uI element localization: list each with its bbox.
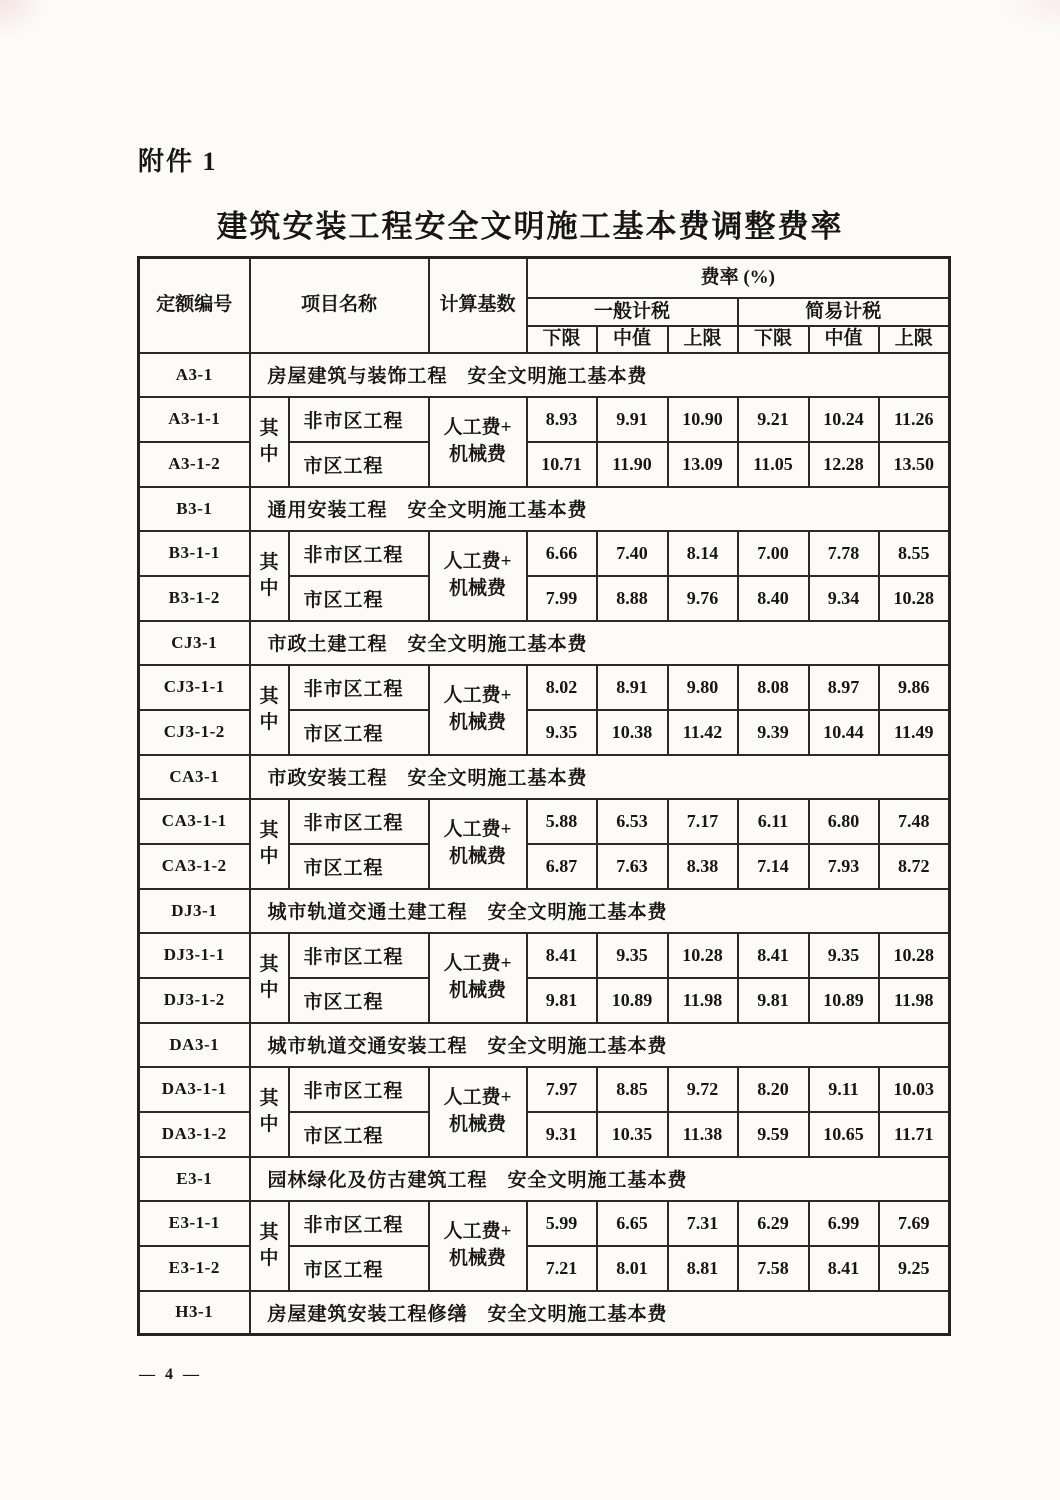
rate-value: 7.58 — [738, 1246, 809, 1291]
rate-value: 7.97 — [527, 1067, 597, 1112]
rate-value: 6.99 — [809, 1201, 879, 1246]
rate-value: 10.28 — [879, 933, 950, 978]
rate-value: 10.38 — [597, 710, 668, 755]
section-code: A3-1 — [139, 353, 250, 397]
rate-value: 9.35 — [809, 933, 879, 978]
table-row — [139, 933, 950, 978]
section-title: 通用安装工程 安全文明施工基本费 — [250, 487, 950, 531]
rate-value: 8.14 — [668, 531, 738, 576]
rate-value: 7.00 — [738, 531, 809, 576]
row-code: CA3-1-2 — [139, 844, 250, 889]
rate-value: 6.80 — [809, 799, 879, 844]
rate-value: 8.41 — [809, 1246, 879, 1291]
row-code: CJ3-1-1 — [139, 665, 250, 710]
section-title: 市政安装工程 安全文明施工基本费 — [250, 755, 950, 799]
rate-value: 8.41 — [527, 933, 597, 978]
section-code: B3-1 — [139, 487, 250, 531]
rate-value: 10.71 — [527, 442, 597, 487]
rate-value: 9.86 — [879, 665, 950, 710]
project-scope-cell: 非市区工程 — [289, 531, 429, 576]
rate-value: 8.01 — [597, 1246, 668, 1291]
header-lower-limit: 下限 — [527, 326, 597, 353]
rate-value: 10.65 — [809, 1112, 879, 1157]
among-which-cell: 其 中 — [250, 665, 289, 755]
calc-base-cell: 人工费+ 机械费 — [429, 397, 527, 487]
rate-value: 9.72 — [668, 1067, 738, 1112]
rate-value: 7.63 — [597, 844, 668, 889]
rate-value: 6.29 — [738, 1201, 809, 1246]
among-which-cell: 其 中 — [250, 933, 289, 1023]
rate-value: 9.59 — [738, 1112, 809, 1157]
section-title: 城市轨道交通土建工程 安全文明施工基本费 — [250, 889, 950, 933]
row-code: DJ3-1-2 — [139, 978, 250, 1023]
rate-value: 10.89 — [597, 978, 668, 1023]
rate-value: 6.65 — [597, 1201, 668, 1246]
row-code: CJ3-1-2 — [139, 710, 250, 755]
rate-value: 8.97 — [809, 665, 879, 710]
rate-value: 8.08 — [738, 665, 809, 710]
rate-value: 6.66 — [527, 531, 597, 576]
header-rate-percent: 费率 (%) — [527, 258, 950, 298]
rate-value: 9.80 — [668, 665, 738, 710]
project-scope-cell: 市区工程 — [289, 576, 429, 621]
table-row — [139, 799, 950, 844]
header-mid-value: 中值 — [597, 326, 668, 353]
section-code: H3-1 — [139, 1291, 250, 1335]
project-scope-cell: 非市区工程 — [289, 1201, 429, 1246]
rate-value: 8.81 — [668, 1246, 738, 1291]
rate-value: 11.49 — [879, 710, 950, 755]
project-scope-cell: 非市区工程 — [289, 665, 429, 710]
scan-artifact — [0, 0, 50, 40]
among-which-cell: 其 中 — [250, 1067, 289, 1157]
row-code: DA3-1-2 — [139, 1112, 250, 1157]
rate-value: 7.78 — [809, 531, 879, 576]
rate-value: 7.14 — [738, 844, 809, 889]
rate-value: 10.44 — [809, 710, 879, 755]
rate-value: 9.25 — [879, 1246, 950, 1291]
rate-value: 8.93 — [527, 397, 597, 442]
table-row — [139, 531, 950, 576]
rate-value: 11.71 — [879, 1112, 950, 1157]
rate-value: 9.35 — [527, 710, 597, 755]
project-scope-cell: 非市区工程 — [289, 397, 429, 442]
project-scope-cell: 非市区工程 — [289, 799, 429, 844]
rate-value: 10.90 — [668, 397, 738, 442]
calc-base-cell: 人工费+ 机械费 — [429, 799, 527, 889]
rate-value: 9.76 — [668, 576, 738, 621]
header-upper-limit: 上限 — [668, 326, 738, 353]
rate-value: 8.40 — [738, 576, 809, 621]
among-which-cell: 其 中 — [250, 531, 289, 621]
rate-value: 11.26 — [879, 397, 950, 442]
table-row — [139, 665, 950, 710]
row-code: DA3-1-1 — [139, 1067, 250, 1112]
project-scope-cell: 市区工程 — [289, 1246, 429, 1291]
row-code: A3-1-2 — [139, 442, 250, 487]
rate-value: 11.38 — [668, 1112, 738, 1157]
section-row — [139, 755, 950, 799]
rate-value: 11.05 — [738, 442, 809, 487]
section-row — [139, 1023, 950, 1067]
rate-value: 13.09 — [668, 442, 738, 487]
section-row — [139, 889, 950, 933]
row-code: A3-1-1 — [139, 397, 250, 442]
header-lower-limit: 下限 — [738, 326, 809, 353]
project-scope-cell: 非市区工程 — [289, 1067, 429, 1112]
rate-value: 7.40 — [597, 531, 668, 576]
row-code: B3-1-2 — [139, 576, 250, 621]
project-scope-cell: 非市区工程 — [289, 933, 429, 978]
rate-value: 9.34 — [809, 576, 879, 621]
section-row — [139, 621, 950, 665]
rate-value: 9.81 — [738, 978, 809, 1023]
table-row — [139, 397, 950, 442]
project-scope-cell: 市区工程 — [289, 442, 429, 487]
rate-value: 6.87 — [527, 844, 597, 889]
header-general-tax: 一般计税 — [527, 298, 738, 326]
page-number: — 4 — — [139, 1366, 202, 1383]
rate-value: 10.24 — [809, 397, 879, 442]
section-title: 市政土建工程 安全文明施工基本费 — [250, 621, 950, 665]
section-title: 房屋建筑与装饰工程 安全文明施工基本费 — [250, 353, 950, 397]
section-code: CA3-1 — [139, 755, 250, 799]
project-scope-cell: 市区工程 — [289, 1112, 429, 1157]
rate-value: 11.90 — [597, 442, 668, 487]
rate-value: 11.98 — [879, 978, 950, 1023]
rate-value: 11.98 — [668, 978, 738, 1023]
calc-base-cell: 人工费+ 机械费 — [429, 531, 527, 621]
rate-value: 8.85 — [597, 1067, 668, 1112]
section-title: 房屋建筑安装工程修缮 安全文明施工基本费 — [250, 1291, 950, 1335]
rate-value: 10.89 — [809, 978, 879, 1023]
header-project-name: 项目名称 — [250, 258, 429, 353]
row-code: DJ3-1-1 — [139, 933, 250, 978]
fee-rate-table — [137, 256, 951, 1336]
rate-value: 9.39 — [738, 710, 809, 755]
header-code: 定额编号 — [139, 258, 250, 353]
rate-value: 13.50 — [879, 442, 950, 487]
section-title: 园林绿化及仿古建筑工程 安全文明施工基本费 — [250, 1157, 950, 1201]
calc-base-cell: 人工费+ 机械费 — [429, 665, 527, 755]
rate-value: 12.28 — [809, 442, 879, 487]
section-row — [139, 353, 950, 397]
among-which-cell: 其 中 — [250, 799, 289, 889]
calc-base-cell: 人工费+ 机械费 — [429, 933, 527, 1023]
row-code: B3-1-1 — [139, 531, 250, 576]
section-code: DA3-1 — [139, 1023, 250, 1067]
rate-value: 5.99 — [527, 1201, 597, 1246]
header-mid-value: 中值 — [809, 326, 879, 353]
section-row — [139, 1157, 950, 1201]
rate-value: 8.88 — [597, 576, 668, 621]
rate-value: 7.17 — [668, 799, 738, 844]
header-calc-base: 计算基数 — [429, 258, 527, 353]
table-row — [139, 1067, 950, 1112]
rate-value: 9.91 — [597, 397, 668, 442]
rate-value: 10.35 — [597, 1112, 668, 1157]
rate-value: 6.53 — [597, 799, 668, 844]
attachment-label: 附件 1 — [138, 147, 218, 176]
rate-value: 9.21 — [738, 397, 809, 442]
among-which-cell: 其 中 — [250, 1201, 289, 1291]
rate-value: 9.31 — [527, 1112, 597, 1157]
header-upper-limit: 上限 — [879, 326, 950, 353]
rate-value: 8.20 — [738, 1067, 809, 1112]
rate-value: 10.28 — [879, 576, 950, 621]
rate-value: 10.03 — [879, 1067, 950, 1112]
rate-value: 11.42 — [668, 710, 738, 755]
rate-value: 8.38 — [668, 844, 738, 889]
rate-value: 9.35 — [597, 933, 668, 978]
row-code: CA3-1-1 — [139, 799, 250, 844]
project-scope-cell: 市区工程 — [289, 978, 429, 1023]
row-code: E3-1-2 — [139, 1246, 250, 1291]
calc-base-cell: 人工费+ 机械费 — [429, 1067, 527, 1157]
section-title: 城市轨道交通安装工程 安全文明施工基本费 — [250, 1023, 950, 1067]
section-row — [139, 1291, 950, 1335]
rate-value: 10.28 — [668, 933, 738, 978]
rate-value: 7.21 — [527, 1246, 597, 1291]
rate-value: 9.11 — [809, 1067, 879, 1112]
rate-value: 7.48 — [879, 799, 950, 844]
rate-value: 8.02 — [527, 665, 597, 710]
rate-value: 7.93 — [809, 844, 879, 889]
section-code: E3-1 — [139, 1157, 250, 1201]
row-code: E3-1-1 — [139, 1201, 250, 1246]
rate-value: 8.41 — [738, 933, 809, 978]
page-title: 建筑安装工程安全文明施工基本费调整费率 — [216, 209, 844, 244]
table-row — [139, 1201, 950, 1246]
rate-value: 8.91 — [597, 665, 668, 710]
rate-value: 8.72 — [879, 844, 950, 889]
rate-value: 7.69 — [879, 1201, 950, 1246]
rate-value: 5.88 — [527, 799, 597, 844]
project-scope-cell: 市区工程 — [289, 844, 429, 889]
calc-base-cell: 人工费+ 机械费 — [429, 1201, 527, 1291]
section-row — [139, 487, 950, 531]
section-code: CJ3-1 — [139, 621, 250, 665]
rate-value: 6.11 — [738, 799, 809, 844]
scan-artifact — [1000, 0, 1060, 35]
project-scope-cell: 市区工程 — [289, 710, 429, 755]
rate-value: 8.55 — [879, 531, 950, 576]
rate-value: 9.81 — [527, 978, 597, 1023]
rate-value: 7.31 — [668, 1201, 738, 1246]
section-code: DJ3-1 — [139, 889, 250, 933]
header-simple-tax: 简易计税 — [738, 298, 950, 326]
rate-value: 7.99 — [527, 576, 597, 621]
among-which-cell: 其 中 — [250, 397, 289, 487]
